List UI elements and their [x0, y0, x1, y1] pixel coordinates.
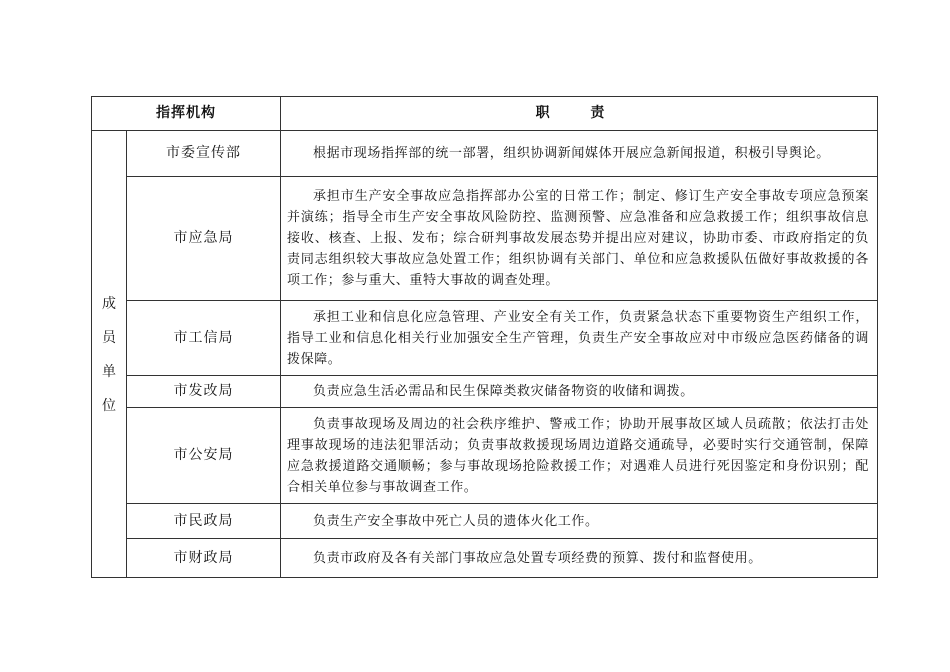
unit-duty — [281, 539, 878, 578]
unit-duty-text: 承担工业和信息化应急管理、产业安全有关工作，负责紧急状态下重要物资生产组织工作，指导工业和信息化相关行业加强安全生产管理，负责生产安全事故应对中市级应急医药储备的调拨保障。 — [287, 309, 869, 367]
table-header-row — [92, 97, 878, 131]
table-row — [92, 408, 878, 504]
unit-duty-text: 承担市生产安全事故应急指挥部办公室的日常工作；制定、修订生产安全事故专项应急预案并演练；指导全市生产安全事故风险防控、监测预警、应急准备和应急救援工作；组织事故信息接收、核查、上报、发布；综合研判事故发展态势并提出应对建议，协助市委、市政府指定的负责同志组织较大事故应急处置工作；组织协调有关部门、单位和应急救援队伍做好事故救援的各项工作；参与重大、重特大事故的调查处理。 — [287, 189, 869, 288]
unit-name: 市发改局 — [127, 376, 281, 408]
group-label-char: 成 — [102, 295, 116, 312]
group-label — [102, 295, 116, 415]
group-label-char: 员 — [102, 329, 116, 346]
unit-duty — [281, 376, 878, 408]
unit-duty-text: 负责市政府及各有关部门事故应急处置专项经费的预算、拨付和监督使用。 — [313, 550, 762, 566]
unit-duty — [281, 177, 878, 301]
unit-name: 市工信局 — [127, 301, 281, 376]
unit-name: 市应急局 — [127, 177, 281, 301]
unit-duty — [281, 408, 878, 504]
table-row — [92, 177, 878, 301]
group-label-char: 单 — [102, 363, 116, 380]
unit-name: 市民政局 — [127, 504, 281, 539]
unit-duty — [281, 301, 878, 376]
unit-duty-text: 根据市现场指挥部的统一部署，组织协调新闻媒体开展应急新闻报道，积极引导舆论。 — [313, 146, 830, 161]
header-duty: 职 责 — [281, 97, 878, 131]
group-label-cell — [92, 131, 127, 578]
unit-name: 市委宣传部 — [127, 131, 281, 177]
duty-table — [91, 96, 878, 578]
table-row — [92, 504, 878, 539]
unit-duty-text: 负责事故现场及周边的社会秩序维护、警戒工作；协助开展事故区域人员疏散；依法打击处理事故现场的违法犯罪活动；负责事故救援现场周边道路交通疏导，必要时实行交通管制，保障应急救援道路交通顺畅；参与事故现场抢险救援工作；对遇难人员进行死因鉴定和身份识别；配合相关单位参与事故调查工作。 — [287, 416, 869, 495]
unit-name: 市财政局 — [127, 539, 281, 578]
table-row — [92, 301, 878, 376]
unit-duty — [281, 504, 878, 539]
unit-duty-text: 负责应急生活必需品和民生保障类救灾储备物资的收储和调拨。 — [313, 384, 694, 399]
table-row — [92, 376, 878, 408]
unit-duty-text: 负责生产安全事故中死亡人员的遗体火化工作。 — [313, 513, 599, 529]
unit-name: 市公安局 — [127, 408, 281, 504]
group-label-char: 位 — [102, 397, 116, 414]
header-org: 指挥机构 — [92, 97, 281, 131]
unit-duty — [281, 131, 878, 177]
table-row — [92, 131, 878, 177]
table-row — [92, 539, 878, 578]
